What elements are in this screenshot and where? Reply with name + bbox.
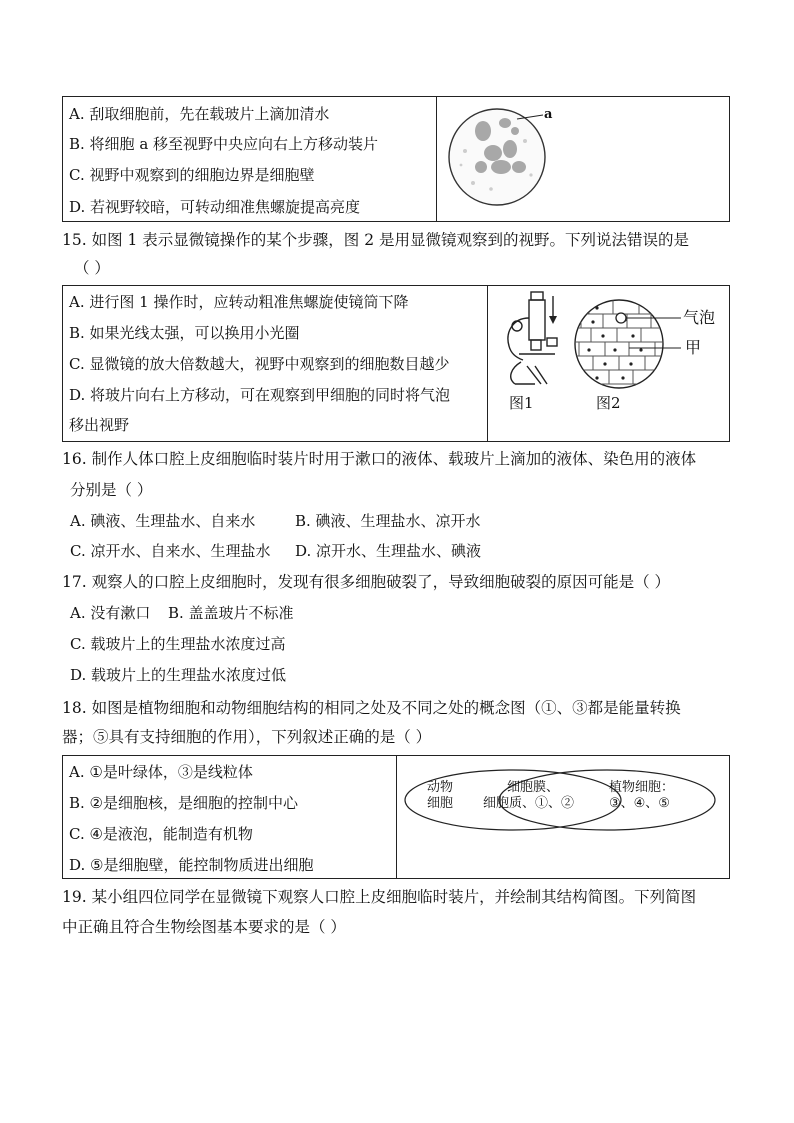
q17-option-b: B. 盖盖玻片不标准 (168, 604, 294, 622)
q15-option-d: D. 将玻片向右上方移动，可在观察到甲细胞的同时将气泡 (69, 386, 451, 404)
q15-option-d-cont: 移出视野 (69, 416, 130, 434)
q15-fig1-microscope-figure (495, 288, 575, 394)
q18-option-box (62, 755, 730, 879)
q17-option-c: C. 载玻片上的生理盐水浓度过高 (70, 635, 286, 653)
q15-label-bubble: 气泡 (683, 308, 716, 327)
q15-stem-line2: （ ） (74, 259, 110, 277)
q18-venn-right-line2: ③、④、⑤ (609, 796, 670, 811)
q18-stem-line2: 器；⑤具有支持细胞的作用），下列叙述正确的是（ ） (62, 728, 432, 746)
q18-venn-left-line2: 细胞 (427, 796, 454, 811)
q14-option-c: C. 视野中观察到的细胞边界是细胞壁 (69, 166, 315, 184)
q18-venn-right-line1: 植物细胞： (609, 780, 675, 795)
q16-stem-line2: 分别是（ ） (70, 481, 153, 499)
q14-column-divider (436, 97, 437, 221)
q15-fig2-cell-field-figure (569, 296, 669, 392)
q14-figure-label-a: a (544, 107, 553, 122)
q17-stem: 17. 观察人的口腔上皮细胞时，发现有很多细胞破裂了，导致细胞破裂的原因可能是（ ） (62, 573, 671, 591)
q16-option-c: C. 凉开水、自来水、生理盐水 (70, 542, 271, 560)
q15-option-c: C. 显微镜的放大倍数越大，视野中观察到的细胞数目越少 (69, 355, 450, 373)
q14-option-box (62, 96, 730, 222)
q18-column-divider (396, 756, 397, 878)
q15-stem-line1: 15. 如图 1 表示显微镜操作的某个步骤，图 2 是用显微镜观察到的视野。下列说法错误的是 (62, 231, 690, 249)
q16-stem-line1: 16. 制作人体口腔上皮细胞临时装片时用于漱口的液体、载玻片上滴加的液体、染色用的液体 (62, 450, 697, 468)
q16-option-a: A. 碘液、生理盐水、自来水 (70, 512, 256, 530)
q15-label-fig2: 图2 (596, 394, 621, 412)
q18-venn-mid-line2: 细胞质、①、② (483, 796, 575, 811)
q18-venn-left-line1: 动物 (427, 780, 454, 795)
q18-option-c: C. ④是液泡，能制造有机物 (69, 825, 253, 843)
q18-stem-line1: 18. 如图是植物细胞和动物细胞结构的相同之处及不同之处的概念图（①、③都是能量转换 (62, 699, 681, 717)
q17-option-a: A. 没有漱口 (70, 604, 151, 622)
q19-stem-line1: 19. 某小组四位同学在显微镜下观察人口腔上皮细胞临时装片，并绘制其结构简图。下列简图 (62, 888, 697, 906)
q15-label-cell-jia: 甲 (685, 338, 702, 357)
q16-option-d: D. 凉开水、生理盐水、碘液 (295, 542, 482, 560)
q17-option-d: D. 载玻片上的生理盐水浓度过低 (70, 666, 287, 684)
q16-option-b: B. 碘液、生理盐水、凉开水 (295, 512, 481, 530)
q14-option-d: D. 若视野较暗，可转动细准焦螺旋提高亮度 (69, 198, 361, 216)
q15-option-box (62, 285, 730, 442)
q14-option-b: B. 将细胞 a 移至视野中央应向右上方移动装片 (69, 135, 379, 153)
q18-option-d: D. ⑤是细胞壁，能控制物质进出细胞 (69, 856, 314, 874)
q15-option-a: A. 进行图 1 操作时，应转动粗准焦螺旋使镜筒下降 (69, 293, 409, 311)
q18-option-a: A. ①是叶绿体，③是线粒体 (69, 763, 253, 781)
q14-option-a: A. 刮取细胞前，先在载玻片上滴加清水 (69, 105, 330, 123)
q18-venn-mid-line1: 细胞膜、 (507, 780, 560, 795)
q15-option-b: B. 如果光线太强，可以换用小光圈 (69, 324, 300, 342)
q15-column-divider (487, 286, 488, 441)
q15-label-fig1: 图1 (509, 394, 534, 412)
q19-stem-line2: 中正确且符合生物绘图基本要求的是（ ） (62, 918, 346, 936)
q18-option-b: B. ②是细胞核，是细胞的控制中心 (69, 794, 299, 812)
